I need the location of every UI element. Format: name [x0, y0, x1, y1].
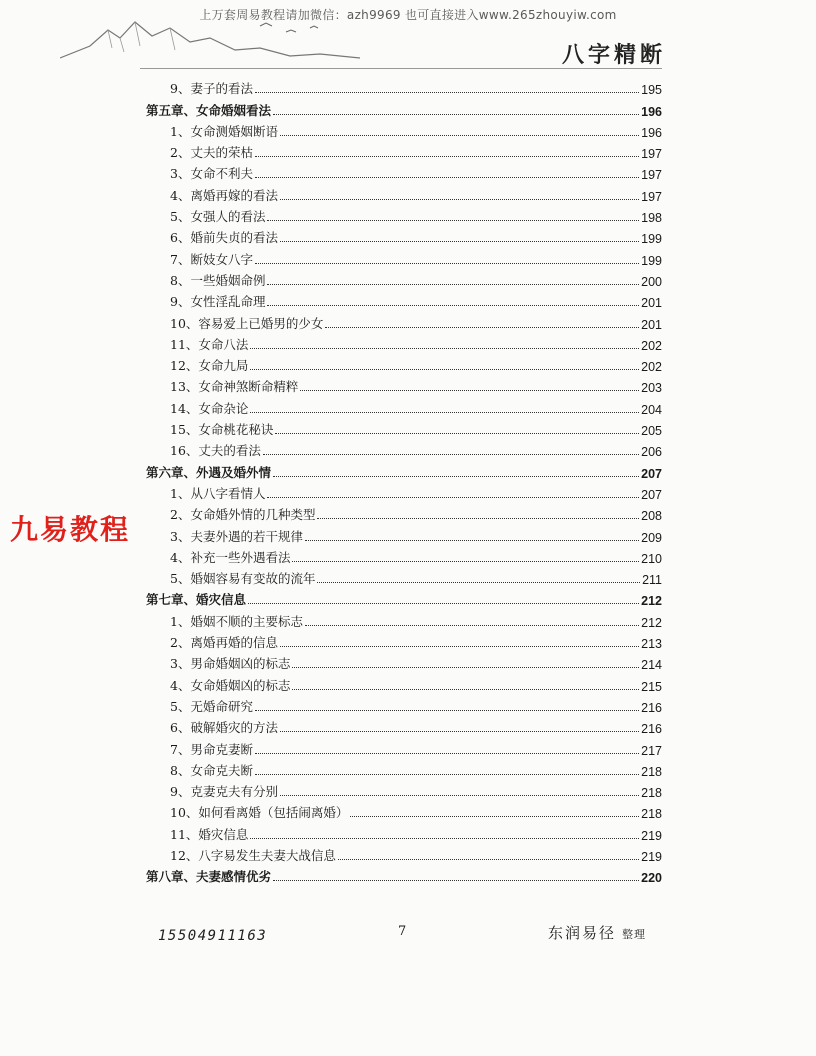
toc-label: 1、婚姻不顺的主要标志 [170, 613, 303, 629]
toc-item-row[interactable] [146, 800, 662, 821]
toc-page-number: 201 [641, 296, 662, 311]
toc-label: 6、婚前失贞的看法 [170, 230, 278, 246]
toc-page-number: 196 [641, 125, 662, 140]
toc-item-row[interactable] [146, 736, 662, 757]
toc-leader-dots [255, 753, 639, 754]
toc-leader-dots [250, 838, 639, 839]
toc-item-row[interactable] [146, 523, 662, 544]
toc-page-number: 197 [641, 147, 662, 162]
toc-leader-dots [273, 114, 639, 115]
toc-leader-dots [280, 135, 639, 136]
toc-leader-dots [263, 454, 639, 455]
toc-label: 4、女命婚姻凶的标志 [170, 677, 291, 693]
toc-page-number: 212 [641, 594, 662, 609]
toc-page-number: 216 [641, 722, 662, 737]
toc-label: 8、女命克夫断 [170, 762, 253, 778]
toc-item-row[interactable] [146, 821, 662, 842]
toc-leader-dots [248, 603, 639, 604]
toc-leader-dots [255, 177, 639, 178]
toc-label: 9、女性淫乱命理 [170, 294, 266, 310]
toc-page-number: 218 [641, 807, 662, 822]
toc-page-number: 215 [641, 679, 662, 694]
toc-item-row[interactable] [146, 608, 662, 629]
toc-leader-dots [280, 241, 639, 242]
top-watermark: 上万套周易教程请加微信：azh9969 也可直接进入www.265zhouyiw.com [199, 8, 617, 22]
toc-item-row[interactable] [146, 481, 662, 502]
toc-item-row[interactable] [146, 182, 662, 203]
toc-leader-dots [267, 284, 639, 285]
toc-item-row[interactable] [146, 268, 662, 289]
toc-leader-dots [267, 220, 639, 221]
toc-label: 16、丈夫的看法 [170, 443, 261, 459]
toc-item-row[interactable] [146, 246, 662, 267]
toc-leader-dots [317, 582, 640, 583]
toc-leader-dots [280, 731, 639, 732]
toc-leader-dots [255, 263, 639, 264]
toc-label: 15、女命桃花秘诀 [170, 422, 274, 438]
toc-page-number: 195 [641, 83, 662, 98]
side-logo: 九易教程 [10, 513, 131, 546]
toc-label: 第五章、女命婚姻看法 [146, 102, 272, 118]
toc-page-number: 207 [641, 466, 662, 481]
toc-leader-dots [273, 880, 639, 881]
toc-item-row[interactable] [146, 545, 662, 566]
toc-leader-dots [305, 625, 639, 626]
toc-leader-dots [305, 540, 639, 541]
toc-label: 2、离婚再婚的信息 [170, 635, 278, 651]
toc-item-row[interactable] [146, 140, 662, 161]
toc-label: 1、从八字看情人 [170, 485, 266, 501]
toc-label: 第六章、外遇及婚外情 [146, 464, 272, 480]
toc-leader-dots [350, 816, 639, 817]
toc-item-row[interactable] [146, 715, 662, 736]
toc-item-row[interactable] [146, 694, 662, 715]
toc-page-number: 218 [641, 764, 662, 779]
toc-label: 4、补充一些外遇看法 [170, 549, 291, 565]
footer-phone: 15504911163 [158, 928, 268, 944]
toc-page-number: 207 [641, 487, 662, 502]
toc-chapter-row[interactable] [146, 459, 662, 480]
toc-leader-dots [280, 795, 639, 796]
toc-label: 3、夫妻外遇的若干规律 [170, 528, 303, 544]
toc-label: 14、女命杂论 [170, 400, 249, 416]
book-title: 八字精断 [561, 42, 666, 68]
toc-item-row[interactable] [146, 651, 662, 672]
toc-page-number: 219 [641, 828, 662, 843]
toc-label: 12、八字易发生夫妻大战信息 [170, 847, 336, 863]
toc-page-number: 202 [641, 360, 662, 375]
toc-label: 11、婚灾信息 [170, 826, 249, 842]
toc-item-row[interactable] [146, 119, 662, 140]
toc-label: 5、无婚命研究 [170, 698, 253, 714]
toc-item-row[interactable] [146, 630, 662, 651]
toc-item-row[interactable] [146, 395, 662, 416]
toc-label: 11、女命八法 [170, 336, 249, 352]
toc-page-number: 209 [641, 530, 662, 545]
toc-label: 5、女强人的看法 [170, 209, 266, 225]
toc-page-number: 219 [641, 849, 662, 864]
toc-page-number: 214 [641, 658, 662, 673]
toc-leader-dots [255, 710, 639, 711]
toc-label: 13、女命神煞断命精粹 [170, 379, 299, 395]
toc-page-number: 196 [641, 104, 662, 119]
toc-page-number: 220 [641, 871, 662, 886]
toc-label: 5、婚姻容易有变故的流年 [170, 571, 316, 587]
toc-item-row[interactable] [146, 843, 662, 864]
toc-label: 10、容易爱上已婚男的少女 [170, 315, 324, 331]
toc-page-number: 199 [641, 232, 662, 247]
toc-label: 9、妻子的看法 [170, 81, 253, 97]
toc-label: 第七章、婚灾信息 [146, 592, 247, 608]
toc-label: 3、女命不利夫 [170, 166, 253, 182]
toc-leader-dots [273, 476, 639, 477]
toc-item-row[interactable] [146, 417, 662, 438]
toc-item-row[interactable] [146, 353, 662, 374]
toc-label: 9、克妻克夫有分别 [170, 784, 278, 800]
toc-item-row[interactable] [146, 332, 662, 353]
toc-leader-dots [275, 433, 639, 434]
toc-item-row[interactable] [146, 161, 662, 182]
header-divider [140, 68, 662, 69]
toc-page-number: 217 [641, 743, 662, 758]
toc-leader-dots [338, 859, 639, 860]
toc-page-number: 202 [641, 338, 662, 353]
toc-leader-dots [292, 667, 639, 668]
footer-credit [548, 922, 646, 943]
toc-page-number: 201 [641, 317, 662, 332]
toc-leader-dots [300, 390, 639, 391]
credit-suffix: 整理 [622, 928, 647, 941]
toc-label: 3、男命婚姻凶的标志 [170, 656, 291, 672]
toc-item-row[interactable] [146, 310, 662, 331]
toc-page-number: 197 [641, 189, 662, 204]
toc-leader-dots [250, 412, 639, 413]
toc-label: 2、女命婚外情的几种类型 [170, 507, 316, 523]
toc-item-row[interactable] [146, 76, 662, 97]
toc-label: 6、破解婚灾的方法 [170, 720, 278, 736]
toc-label: 1、女命测婚姻断语 [170, 123, 278, 139]
toc-item-row[interactable] [146, 672, 662, 693]
toc-page-number: 204 [641, 402, 662, 417]
toc-label: 7、断妓女八字 [170, 251, 253, 267]
toc-label: 7、男命克妻断 [170, 741, 253, 757]
toc-item-row[interactable] [146, 779, 662, 800]
toc-leader-dots [250, 369, 639, 370]
table-of-contents [146, 76, 662, 885]
toc-page-number: 210 [641, 551, 662, 566]
toc-item-row[interactable] [146, 566, 662, 587]
toc-label: 10、如何看离婚（包括闹离婚） [170, 805, 349, 821]
toc-chapter-row[interactable] [146, 97, 662, 118]
toc-page-number: 211 [642, 573, 662, 588]
toc-label: 第八章、夫妻感情优劣 [146, 869, 272, 885]
toc-label: 2、丈夫的荣枯 [170, 145, 253, 161]
toc-leader-dots [267, 497, 639, 498]
page-number: 7 [398, 924, 407, 939]
toc-page-number: 212 [641, 615, 662, 630]
toc-page-number: 197 [641, 168, 662, 183]
toc-leader-dots [292, 561, 639, 562]
toc-leader-dots [317, 518, 639, 519]
toc-item-row[interactable] [146, 204, 662, 225]
toc-item-row[interactable] [146, 438, 662, 459]
toc-page-number: 218 [641, 786, 662, 801]
toc-leader-dots [267, 305, 639, 306]
toc-leader-dots [255, 774, 639, 775]
toc-page-number: 216 [641, 700, 662, 715]
toc-label: 4、离婚再嫁的看法 [170, 187, 278, 203]
toc-item-row[interactable] [146, 289, 662, 310]
toc-chapter-row[interactable] [146, 587, 662, 608]
toc-label: 12、女命九局 [170, 358, 249, 374]
toc-page-number: 200 [641, 274, 662, 289]
toc-page-number: 206 [641, 445, 662, 460]
toc-leader-dots [250, 348, 639, 349]
toc-item-row[interactable] [146, 502, 662, 523]
toc-leader-dots [325, 327, 639, 328]
toc-leader-dots [280, 646, 639, 647]
toc-leader-dots [280, 199, 639, 200]
toc-label: 8、一些婚姻命例 [170, 272, 266, 288]
toc-page-number: 213 [641, 637, 662, 652]
toc-page-number: 203 [641, 381, 662, 396]
toc-leader-dots [292, 689, 639, 690]
toc-chapter-row[interactable] [146, 864, 662, 885]
toc-item-row[interactable] [146, 225, 662, 246]
mountain-sketch-icon [60, 8, 360, 63]
toc-item-row[interactable] [146, 374, 662, 395]
toc-page-number: 198 [641, 211, 662, 226]
toc-page-number: 205 [641, 424, 662, 439]
toc-item-row[interactable] [146, 758, 662, 779]
toc-leader-dots [255, 156, 639, 157]
toc-leader-dots [255, 92, 639, 93]
toc-page-number: 199 [641, 253, 662, 268]
toc-page-number: 208 [641, 509, 662, 524]
credit-name: 东润易径 [548, 924, 617, 942]
